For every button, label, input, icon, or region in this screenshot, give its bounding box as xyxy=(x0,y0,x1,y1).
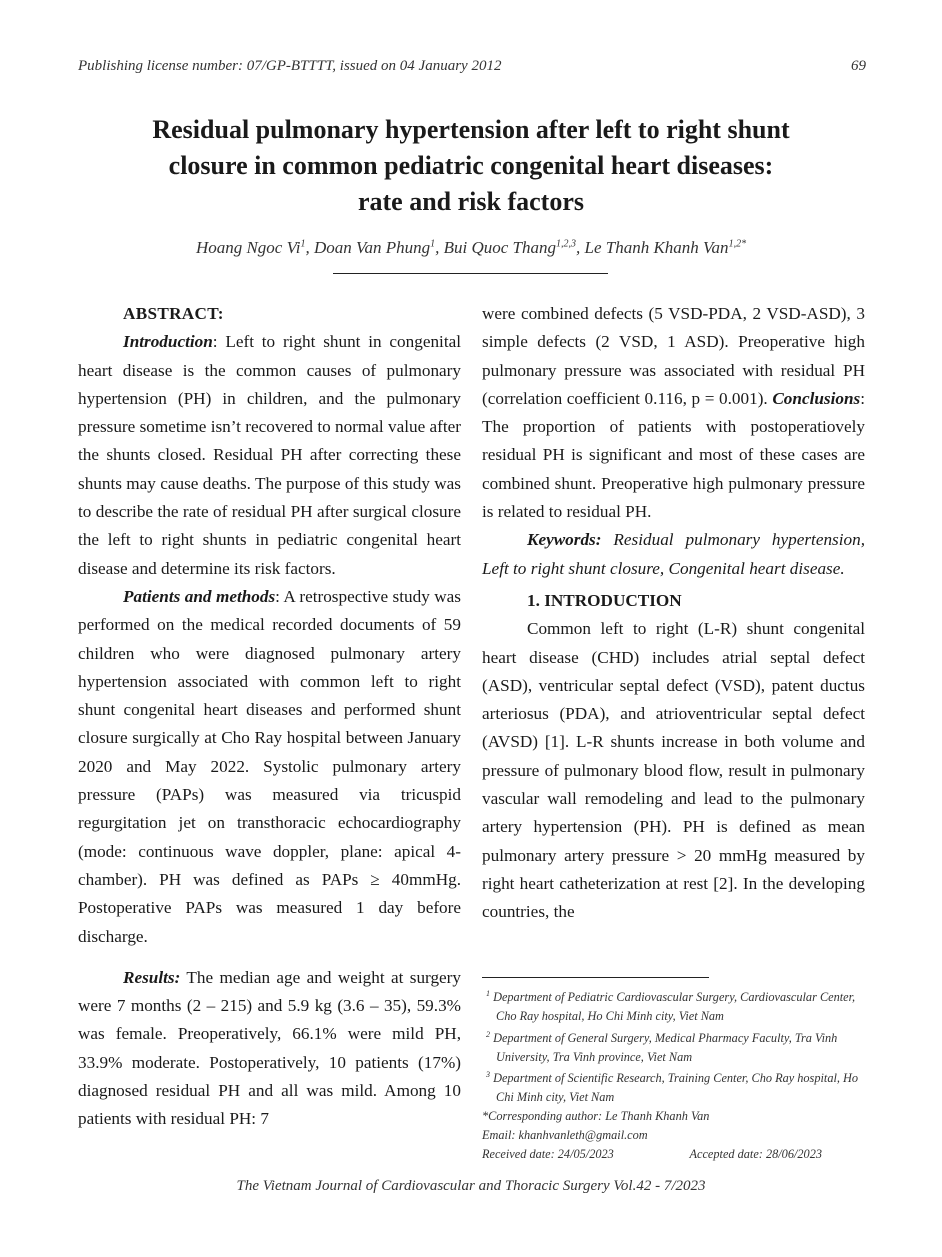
received-date: Received date: 24/05/2023 xyxy=(482,1146,614,1161)
introduction-label: Introduction xyxy=(123,332,213,352)
abstract-methods: Patients and methods: A retrospective study was performed on the medical recorded documents of 59 children who were diagnosed pulmonary artery hypertension associated with common left to right shunt congenital heart diseases and performed shunt closure surgically at Cho Ray hospital between January 2020 and May 2022. Systolic pulmonary artery pressure (PAPs) was measured via tricuspid regurgitation jet on transthoracic echocardiography (mode: continuous wave doppler, plane: apical 4-chamber). PH was defined as PAPs ≥ 40mmHg. Postoperative PAPs was measured 1 day before discharge. xyxy=(78,586,461,946)
introduction-heading: 1. INTRODUCTION xyxy=(527,590,682,610)
author-affiliation: 1,2* xyxy=(728,238,747,250)
conclusions-label: Conclusions xyxy=(772,388,861,408)
corresponding-author: *Corresponding author: Le Thanh Khanh Van xyxy=(482,1109,710,1124)
title-line-3: rate and risk factors xyxy=(357,187,584,216)
footnote-divider xyxy=(482,977,709,978)
keywords-label: Keywords: xyxy=(527,530,602,550)
methods-label: Patients and methods xyxy=(123,586,276,606)
author-affiliation: 1,2,3 xyxy=(556,238,577,250)
right-column xyxy=(482,300,865,927)
title-line-1: Residual pulmonary hypertension after left to right shunt xyxy=(152,115,790,144)
corresponding-email: Email: khanhvanleth@gmail.com xyxy=(482,1127,648,1142)
author: Le Thanh Khanh Van$^{1,2*}$ xyxy=(584,238,747,257)
author: Doan Van Phung$^1$, xyxy=(313,238,444,257)
abstract-heading: ABSTRACT: xyxy=(123,304,224,323)
author: Hoang Ngoc Vi$^1$, xyxy=(195,238,314,257)
results-label: Results: xyxy=(123,967,181,987)
title-line-2: closure in common pediatric congenital heart diseases: xyxy=(168,151,774,180)
article-title xyxy=(60,112,882,220)
author: Bui Quoc Thang$^{1,2,3}$, xyxy=(443,238,585,257)
introduction-paragraph: Common left to right (L-R) shunt congenital heart disease (CHD) includes atrial septal defect (ASD), ventricular septal defect (VSD), patent ductus arteriosus (PDA), and atrioventricular septal defect (AVSD) [1]. L-R shunts increase in both volume and pressure of pulmonary blood flow, result in pulmonary vascular wall remodeling and lead to the pulmonary artery hypertension (PH). PH is defined as mean pulmonary artery pressure > 20 mmHg measured by right heart catheterization at rest [2]. In the developing countries, the xyxy=(482,619,865,922)
footnotes xyxy=(482,985,865,1163)
running-footer: The Vietnam Journal of Cardiovascular and Thoracic Surgery Vol.42 - 7/2023 xyxy=(236,1178,706,1194)
abstract-introduction: Introduction: Left to right shunt in congenital heart disease is the common causes of pulmonary hypertension (PH) in children, and the pulmonary pressure sometime isn’t recovered to normal value after the shunts closed. Residual PH after correcting these shunts may cause deaths. The purpose of this study was to describe the rate of residual PH after surgical closure the left to right shunts in pediatric congenital heart disease and determine its risk factors. xyxy=(78,332,461,578)
abstract-results: Results: The median age and weight at surgery were 7 months (2 – 215) and 5.9 kg (3.6 – 35), 59.3% was female. Preoperatively, 66.1% were mild PH, 33.9% moderate. Postoperatively, 10 patients (17%) diagnosed residual PH and all was mild. Among 10 patients with residual PH: 7 xyxy=(78,967,461,1129)
page-number: 69 xyxy=(851,58,866,74)
running-header xyxy=(78,58,866,75)
title-divider xyxy=(333,273,608,274)
abstract-results-continued: were combined defects (5 VSD-PDA, 2 VSD-ASD), 3 simple defects (2 VSD, 1 ASD). Preoperative high pulmonary pressure was associated with residual PH (correlation coefficient 0.116, p = 0.001). Conclusions: The proportion of patients with postoperatiovely residual PH is significant and most of these cases are combined shunt. Preoperative high pulmonary pressure is related to residual PH. xyxy=(482,304,865,522)
license-text: Publishing license number: 07/GP-BTTTT, issued on 04 January 2012 xyxy=(78,58,502,74)
footnote-2: $^2$ Department of General Surgery, Medical Pharmacy Faculty, Tra Vinh University, Tra Vinh province, Viet Nam xyxy=(486,1029,838,1064)
author-list xyxy=(60,238,882,258)
accepted-date: Accepted date: 28/06/2023 xyxy=(689,1146,822,1161)
author-affiliation: 1 xyxy=(430,238,436,250)
footnote-3: $^3$ Department of Scientific Research, Training Center, Cho Ray hospital, Ho Chi Minh city, Viet Nam xyxy=(486,1070,859,1105)
footnote-1: $^1$ Department of Pediatric Cardiovascular Surgery, Cardiovascular Center, Cho Ray hospital, Ho Chi Minh city, Viet Nam xyxy=(486,989,856,1023)
submission-dates xyxy=(482,1145,865,1164)
left-column xyxy=(78,300,461,1134)
abstract-keywords: Keywords: Residual pulmonary hypertension, Left to right shunt closure, Congenital heart disease. xyxy=(482,530,865,578)
author-affiliation: 1 xyxy=(300,238,306,250)
